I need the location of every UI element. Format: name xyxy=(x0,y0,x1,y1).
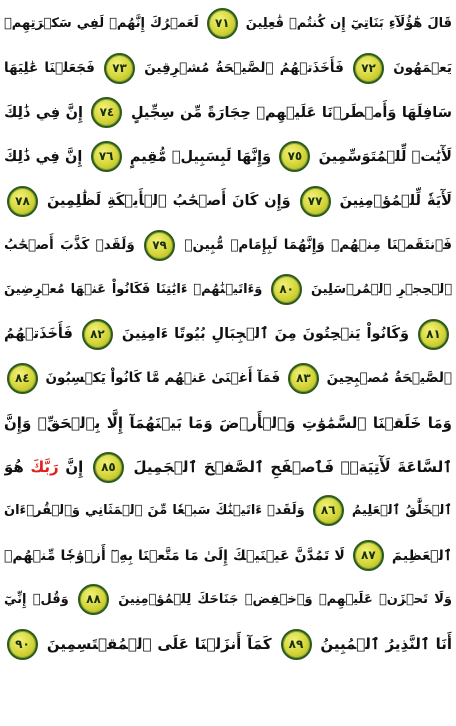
verse-text: لَعَمۡرُكَ إِنَّهُمۡ لَفِي سَكۡرَتِهِمۡ xyxy=(4,16,199,31)
verse-text: سَافِلَهَا وَأَمۡطَرۡنَا عَلَيۡهِمۡ حِجَارَةً مِّن سِجِّيلٍ xyxy=(130,104,452,121)
verse-text: وَإِن كَانَ أَصۡحَٰبُ ٱلۡأَيۡكَةِ لَظَٰلِمِينَ xyxy=(46,193,291,210)
verse-line xyxy=(4,401,452,445)
verse-text: ٱلۡحِجۡرِ ٱلۡمُرۡسَلِينَ xyxy=(310,281,452,297)
verse-line xyxy=(4,622,452,666)
verse-text: وَقُلۡ إِنِّيٓ xyxy=(4,591,69,607)
verse-text: وَمَا خَلَقۡنَا ٱلسَّمَٰوَٰتِ وَٱلۡأَرۡضَ وَمَا بَيۡنَهُمَآ إِلَّا بِٱلۡحَقِّۗ وَإِنَّ xyxy=(4,413,452,432)
verse-text: قَالَ هَٰٓؤُلَآءِ بَنَاتِيٓ إِن كُنتُمۡ فَٰعِلِينَ xyxy=(245,16,452,31)
verse-line xyxy=(4,489,452,533)
verse-text: لَا تَمُدَّنَّ عَيۡنَيۡكَ إِلَىٰ مَا مَتَّعۡنَا بِهِۦٓ أَزۡوَٰجٗا مِّنۡهُمۡ xyxy=(4,547,345,564)
verse-line xyxy=(4,179,452,223)
ayah-number-marker: ٨١ xyxy=(418,319,449,350)
ayah-number-marker: ٨٧ xyxy=(353,540,384,571)
verse-lines xyxy=(4,2,452,666)
verse-line xyxy=(4,268,452,312)
verse-line xyxy=(4,46,452,90)
ayah-number-marker: ٩٠ xyxy=(7,629,38,660)
verse-line xyxy=(4,91,452,135)
verse-text: إِنَّ فِي ذَٰلِكَ xyxy=(4,148,83,165)
verse-text: إِنَّ فِي ذَٰلِكَ xyxy=(4,104,83,121)
ayah-number-marker: ٧٧ xyxy=(300,186,331,217)
ayah-number-marker: ٧٩ xyxy=(144,230,175,261)
ayah-number-marker: ٧٥ xyxy=(279,141,310,172)
verse-text: وَلَقَدۡ كَذَّبَ أَصۡحَٰبُ xyxy=(4,237,135,254)
ayah-number-marker: ٨٤ xyxy=(7,363,38,394)
verse-line xyxy=(4,223,452,267)
verse-text: ٱلصَّيۡحَةُ مُصۡبِحِينَ xyxy=(326,370,452,387)
verse-line xyxy=(4,135,452,179)
highlighted-word: رَبَّكَ xyxy=(30,457,59,476)
ayah-number-marker: ٨٥ xyxy=(93,452,124,483)
ayah-number-marker: ٨٣ xyxy=(288,363,319,394)
verse-text: كَمَآ أَنزَلۡنَا عَلَى ٱلۡمُقۡتَسِمِينَ xyxy=(46,635,272,654)
ayah-number-marker: ٧٢ xyxy=(353,53,384,84)
ayah-number-marker: ٨٨ xyxy=(78,584,109,615)
verse-text: ٱلۡخَلَّٰقُ ٱلۡعَلِيمُ xyxy=(351,503,452,519)
verse-text: فَأَخَذَتۡهُمُ xyxy=(4,326,73,343)
verse-text: فَأَخَذَتۡهُمُ ٱلصَّيۡحَةُ مُشۡرِقِينَ xyxy=(144,60,344,77)
ayah-number-marker: ٨٢ xyxy=(82,319,113,350)
verse-text: فَجَعَلۡنَا عَٰلِيَهَا xyxy=(4,60,95,77)
verse-text: ٱلسَّاعَةَ لَأٓتِيَةٞۖ فَٱصۡفَحِ ٱلصَّفۡحَ ٱلۡجَمِيلَ xyxy=(133,457,452,476)
ayah-number-marker: ٧٨ xyxy=(7,186,38,217)
verse-line xyxy=(4,534,452,578)
verse-text: فَٱنتَقَمۡنَا مِنۡهُمۡ وَإِنَّهُمَا لَبِإِمَامٖ مُّبِينٖ xyxy=(184,237,452,254)
ayah-number-marker: ٨٠ xyxy=(271,274,302,305)
verse-text: وَءَاتَيۡنَٰهُمۡ ءَايَٰتِنَا فَكَانُواْ عَنۡهَا مُعۡرِضِينَ xyxy=(4,281,263,297)
verse-text: هُوَ xyxy=(4,457,24,476)
ayah-number-marker: ٧٣ xyxy=(104,53,135,84)
ayah-number-marker: ٨٦ xyxy=(313,495,344,526)
verse-text: لَأٓيَةٗ لِّلۡمُؤۡمِنِينَ xyxy=(339,193,452,210)
verse-text: إِنَّ xyxy=(65,457,84,476)
verse-line xyxy=(4,312,452,356)
verse-text: يَعۡمَهُونَ xyxy=(393,60,452,77)
verse-text: وَلَقَدۡ ءَاتَيۡنَٰكَ سَبۡعٗا مِّنَ ٱلۡمَثَانِي وَٱلۡقُرۡءَانَ xyxy=(4,503,305,519)
verse-line xyxy=(4,445,452,489)
verse-line xyxy=(4,578,452,622)
ayah-number-marker: ٨٩ xyxy=(281,629,312,660)
verse-text: وَكَانُواْ يَنۡحِتُونَ مِنَ ٱلۡجِبَالِ بُيُوتًا ءَامِنِينَ xyxy=(121,326,409,343)
verse-line xyxy=(4,356,452,400)
verse-text: ٱلۡعَظِيمَ xyxy=(391,547,452,564)
verse-line xyxy=(4,2,452,46)
verse-text: أَنَا ٱلنَّذِيرُ ٱلۡمُبِينُ xyxy=(320,635,452,654)
ayah-number-marker: ٧١ xyxy=(207,8,238,39)
verse-text: وَلَا تَحۡزَنۡ عَلَيۡهِمۡ وَٱخۡفِضۡ جَنَاحَكَ لِلۡمُؤۡمِنِينَ xyxy=(118,591,452,607)
ayah-number-marker: ٧٤ xyxy=(91,97,122,128)
verse-text: لَأٓيَٰتٖ لِّلۡمُتَوَسِّمِينَ xyxy=(318,148,452,165)
verse-text: وَإِنَّهَا لَبِسَبِيلٖ مُّقِيمٍ xyxy=(129,148,272,165)
ayah-number-marker: ٧٦ xyxy=(91,141,122,172)
verse-text: فَمَآ أَغۡنَىٰ عَنۡهُم مَّا كَانُواْ يَكۡسِبُونَ xyxy=(45,370,281,387)
